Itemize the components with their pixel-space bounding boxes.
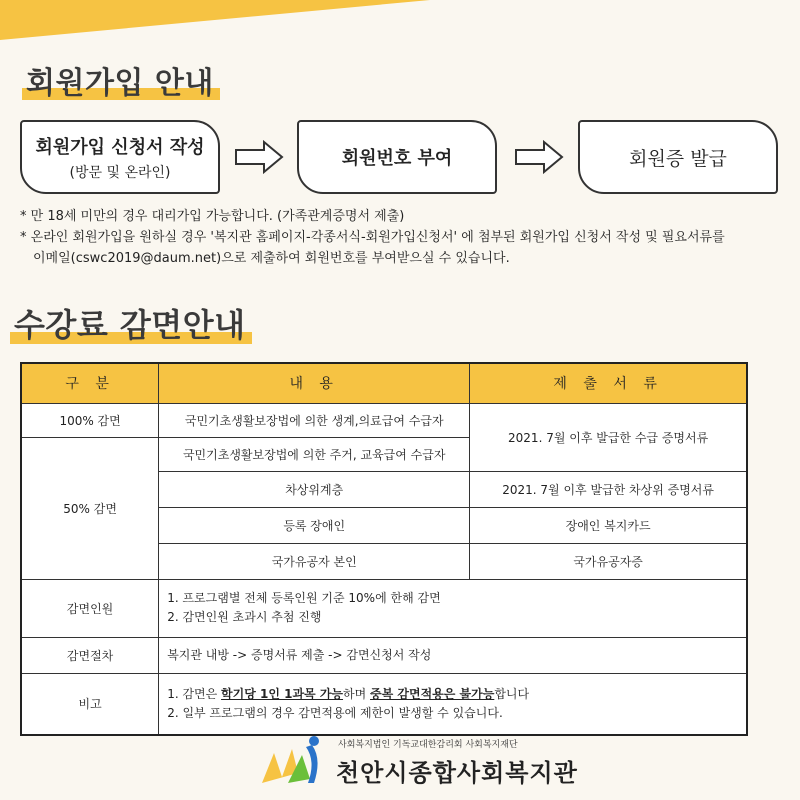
organization-logo-icon [258,733,332,789]
content-cell: 국민기초생활보장법에 의한 주거, 교육급여 수급자 [159,437,470,471]
discount-title: 수강료 감면안내 [14,300,246,346]
footer-organization [258,733,578,793]
step-label: 회원증 발급 [629,147,727,170]
organization-name: 천안시종합사회복지관 [336,759,578,787]
category-cell: 100% 감면 [21,403,159,437]
header-category: 구 분 [21,363,159,403]
remark-line: 2. 일부 프로그램의 경우 감면적용에 제한이 발생할 수 있습니다. [167,705,503,720]
step-application [20,120,220,194]
header-content: 내 용 [159,363,470,403]
category-cell: 감면절차 [21,637,159,673]
step-sublabel: (방문 및 온라인) [69,164,171,181]
table-row [21,673,747,735]
limit-line: 1. 프로그램별 전체 등록인원 기준 10%에 한해 감면 [167,591,441,605]
limit-cell [159,579,747,637]
arrow-right-icon [234,140,284,174]
content-cell: 등록 장애인 [159,507,470,543]
category-cell: 50% 감면 [21,437,159,579]
procedure-cell: 복지관 내방 -> 증명서류 제출 -> 감면신청서 작성 [159,637,747,673]
table-row [21,403,747,437]
remark-line: 1. 감면은 학기당 1인 1과목 가능하며 중복 감면적용은 불가능합니다 [167,686,530,701]
content-cell: 국가유공자 본인 [159,543,470,579]
documents-cell: 국가유공자증 [470,543,747,579]
discount-table [20,362,748,736]
header-documents: 제 출 서 류 [470,363,747,403]
documents-cell: 장애인 복지카드 [470,507,747,543]
table-header-row [21,363,747,403]
step-label: 회원번호 부여 [341,148,453,169]
remark-cell [159,673,747,735]
documents-cell: 2021. 7월 이후 발급한 차상위 증명서류 [470,471,747,507]
step-member-card [578,120,778,194]
documents-cell: 2021. 7월 이후 발급한 수급 증명서류 [470,403,747,471]
corner-decoration [0,0,430,40]
organization-subtitle: 사회복지법인 기독교대한감리회 사회복지재단 [338,740,518,750]
note-line: * 만 18세 미만의 경우 대리가입 가능합니다. (가족관계증명서 제출) [20,209,405,224]
content-cell: 국민기초생활보장법에 의한 생계,의료급여 수급자 [159,403,470,437]
membership-notes [20,206,725,269]
note-line: 이메일(cswc2019@daum.net)으로 제출하여 회원번호를 부여받으실 수 있습니다. [33,251,510,266]
step-member-number [297,120,497,194]
limit-line: 2. 감면인원 초과시 추첨 진행 [167,610,322,624]
membership-title: 회원가입 안내 [26,58,214,102]
note-line: * 온라인 회원가입을 원하실 경우 '복지관 홈페이지-각종서식-회원가입신청서' 에 첨부된 회원가입 신청서 작성 및 필요서류를 [20,230,725,245]
table-row [21,579,747,637]
step-label: 회원가입 신청서 작성 [35,136,205,158]
content-cell: 차상위계층 [159,471,470,507]
category-cell: 비고 [21,673,159,735]
table-row [21,637,747,673]
category-cell: 감면인원 [21,579,159,637]
arrow-right-icon [514,140,564,174]
